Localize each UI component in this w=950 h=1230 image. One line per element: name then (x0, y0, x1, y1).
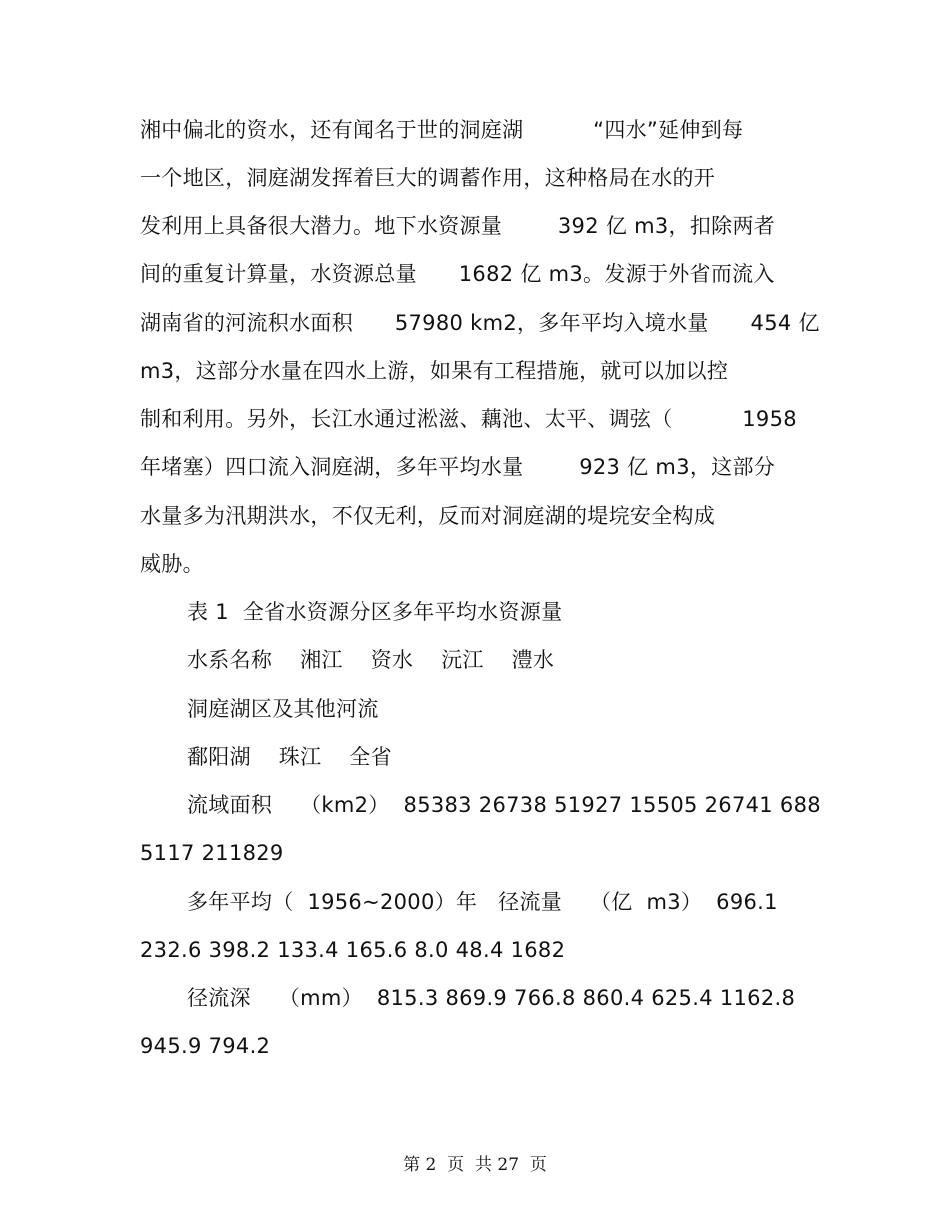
table-header-line-3: 鄱阳湖 珠江 全省 (187, 745, 392, 769)
body-line-6: m3，这部分水量在四水上游，如果有工程措施，就可以加以控 (140, 359, 729, 383)
body-line-2: 一个地区，洞庭湖发挥着巨大的调蓄作用，这种格局在水的开 (140, 166, 716, 190)
body-line-7: 制和利用。另外，长江水通过淞滋、藕池、太平、调弦（ 1958 (140, 407, 797, 431)
body-line-8: 年堵塞）四口流入洞庭湖，多年平均水量 923 亿 m3，这部分 (140, 455, 776, 479)
table-row-runoff-cont: 232.6 398.2 133.4 165.6 8.0 48.4 1682 (140, 938, 566, 962)
body-line-4: 间的重复计算量，水资源总量 1682 亿 m3。发源于外省而流入 (140, 262, 775, 286)
body-line-1: 湘中偏北的资水，还有闻名于世的洞庭湖 “四水”延伸到每 (140, 118, 744, 142)
body-line-3: 发利用上具备很大潜力。地下水资源量 392 亿 m3，扣除两者 (140, 214, 776, 238)
table-header-line-2: 洞庭湖区及其他河流 (187, 697, 379, 721)
page-number-footer: 第 2 页 共 27 页 (403, 1155, 547, 1175)
table-header-line-1: 水系名称 湘江 资水 沅江 澧水 (187, 648, 555, 672)
body-line-10: 威胁。 (140, 552, 204, 576)
table-row-runoff: 多年平均（ 1956~2000）年 径流量 （亿 m3） 696.1 (187, 890, 778, 914)
table-caption: 表 1 全省水资源分区多年平均水资源量 (187, 600, 563, 624)
table-row-area: 流域面积 （km2） 85383 26738 51927 15505 26741 688 (187, 793, 821, 817)
body-line-5: 湖南省的河流积水面积 57980 km2，多年平均入境水量 454 亿 (140, 311, 820, 335)
table-row-area-cont: 5117 211829 (140, 841, 284, 865)
table-row-depth-cont: 945.9 794.2 (140, 1034, 271, 1058)
body-line-9: 水量多为汛期洪水，不仅无利，反而对洞庭湖的堤垸安全构成 (140, 504, 716, 528)
table-row-depth: 径流深 （mm） 815.3 869.9 766.8 860.4 625.4 1162.8 (187, 986, 796, 1010)
